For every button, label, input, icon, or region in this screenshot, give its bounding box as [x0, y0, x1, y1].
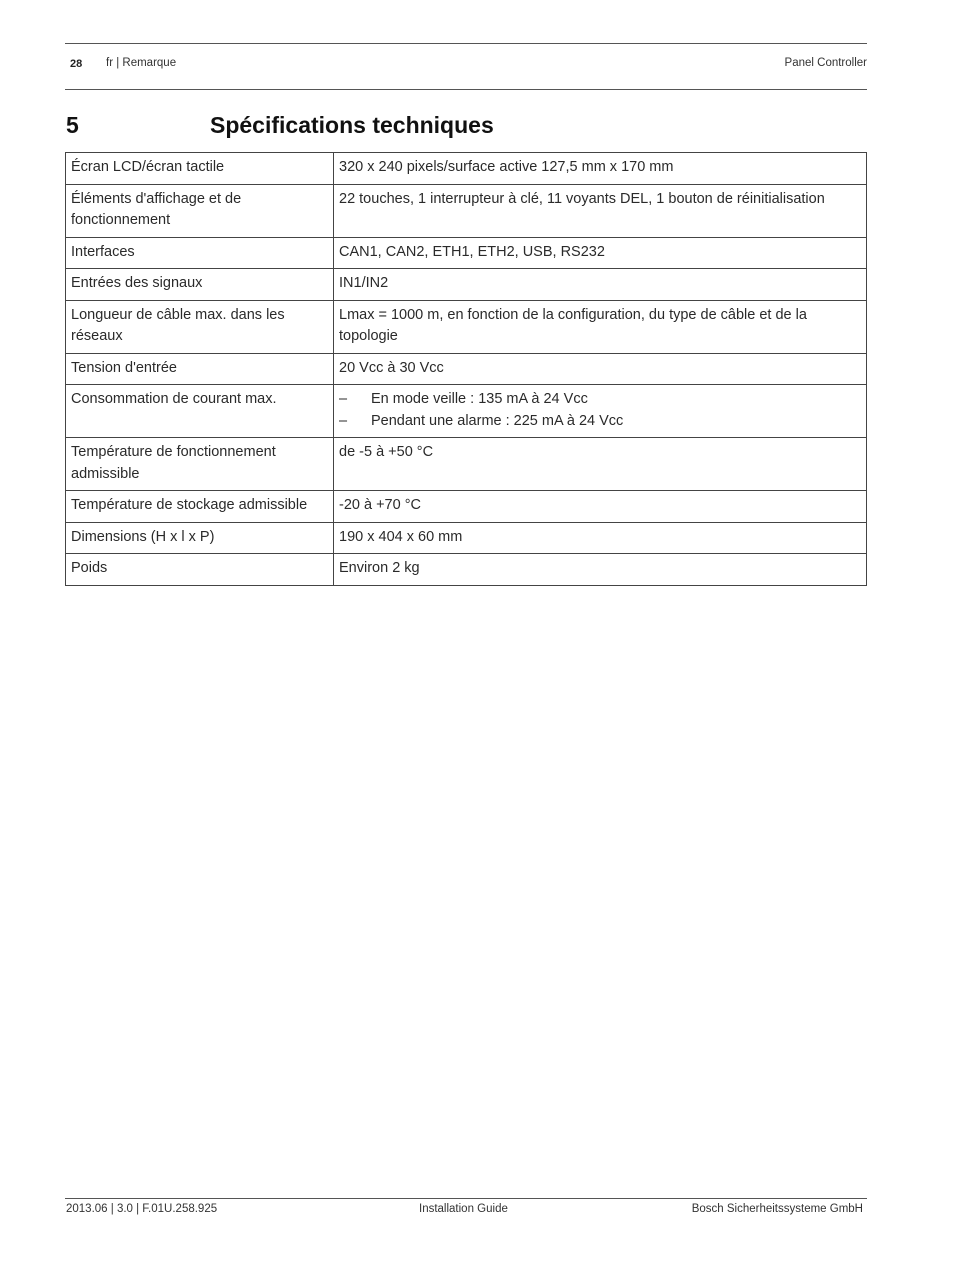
- spec-value: 20 Vcc à 30 Vcc: [334, 353, 867, 385]
- footer-rule: [65, 1198, 867, 1199]
- table-row: [66, 269, 867, 301]
- table-row: [66, 153, 867, 185]
- dash-bullet: –: [339, 412, 348, 429]
- spec-value: Environ 2 kg: [334, 554, 867, 586]
- footer-company: Bosch Sicherheitssysteme GmbH: [691, 1203, 863, 1215]
- spec-label: Consommation de courant max.: [66, 385, 334, 438]
- spec-label: Longueur de câble max. dans les réseaux: [66, 300, 334, 353]
- spec-label: Dimensions (H x l x P): [66, 522, 334, 554]
- spec-label: Interfaces: [66, 237, 334, 269]
- spec-label: Tension d'entrée: [66, 353, 334, 385]
- spec-value: 22 touches, 1 interrupteur à clé, 11 voyants DEL, 1 bouton de réinitialisation: [334, 184, 867, 237]
- table-row: [66, 385, 867, 438]
- table-row: [66, 491, 867, 523]
- header-bottom-rule: [65, 89, 867, 90]
- spec-label: Entrées des signaux: [66, 269, 334, 301]
- page-number: 28: [70, 58, 83, 70]
- table-row: [66, 522, 867, 554]
- table-row: [66, 353, 867, 385]
- spec-value: 320 x 240 pixels/surface active 127,5 mm x 170 mm: [334, 153, 867, 185]
- spec-label: Éléments d'affichage et de fonctionnement: [66, 184, 334, 237]
- spec-value: IN1/IN2: [334, 269, 867, 301]
- footer-document-id: 2013.06 | 3.0 | F.01U.258.925: [66, 1203, 218, 1215]
- header-section: fr | Remarque: [106, 57, 177, 69]
- spec-value: de -5 à +50 °C: [334, 438, 867, 491]
- list-item-text: En mode veille : 135 mA à 24 Vcc: [371, 391, 588, 407]
- spec-label: Température de fonctionnement admissible: [66, 438, 334, 491]
- spec-label: Écran LCD/écran tactile: [66, 153, 334, 185]
- table-row: [66, 184, 867, 237]
- table-row: [66, 438, 867, 491]
- dash-bullet: –: [339, 391, 348, 407]
- spec-label: Poids: [66, 554, 334, 586]
- table-row: [66, 554, 867, 586]
- header-top-rule: [65, 43, 867, 44]
- list-item: [339, 389, 861, 411]
- spec-value: 190 x 404 x 60 mm: [334, 522, 867, 554]
- chapter-title: Spécifications techniques: [210, 112, 494, 138]
- spec-table: [65, 152, 867, 586]
- chapter-number: 5: [66, 112, 79, 138]
- table-row: [66, 300, 867, 353]
- spec-label: Température de stockage admissible: [66, 491, 334, 523]
- header-product: Panel Controller: [784, 57, 867, 69]
- list-item: [339, 411, 861, 433]
- table-row: [66, 237, 867, 269]
- spec-value-list: [334, 385, 867, 438]
- spec-value: CAN1, CAN2, ETH1, ETH2, USB, RS232: [334, 237, 867, 269]
- list-item-text: Pendant une alarme : 225 mA à 24 Vcc: [371, 412, 624, 429]
- spec-value: Lmax = 1000 m, en fonction de la configuration, du type de câble et de la topologie: [334, 300, 867, 353]
- spec-value: -20 à +70 °C: [334, 491, 867, 523]
- footer-document-type: Installation Guide: [419, 1203, 508, 1215]
